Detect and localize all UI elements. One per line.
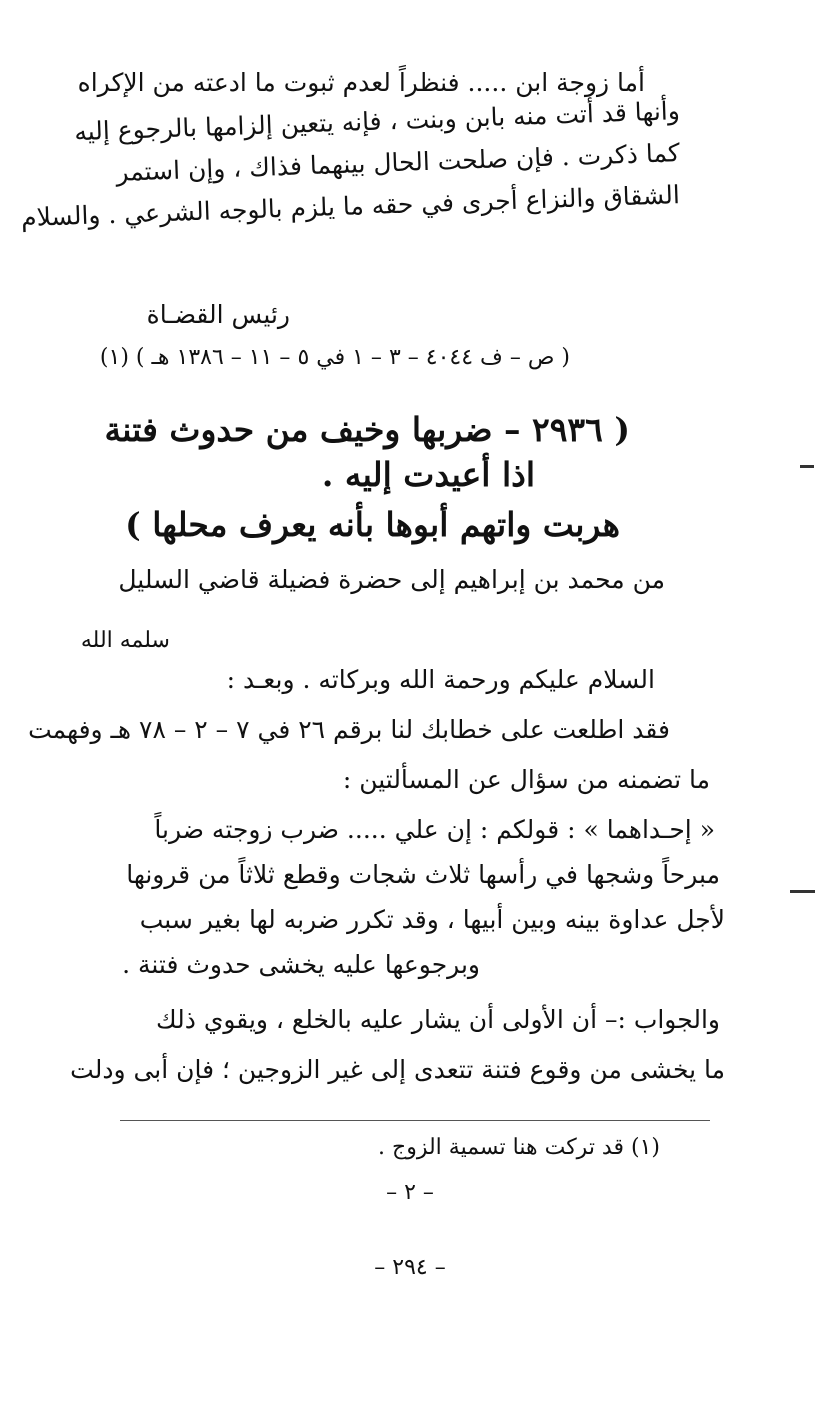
body-line: وبرجوعها عليه يخشى حدوث فتنة . (122, 950, 480, 979)
section-heading: ( ٢٩٣٦ – ضربها وخيف من حدوث فتنة (104, 410, 630, 449)
sub-page-mark: – ٢ – (386, 1180, 434, 1205)
salutation-note: سلمه الله (80, 628, 170, 653)
signature: رئيس القضـاة (146, 300, 290, 329)
section-heading: اذا أعيدت إليه . (321, 455, 535, 494)
text-line: وأنها قد أتت منه بابن وبنت ، فإنه يتعين إلزامها بالرجوع إليه (73, 96, 681, 147)
body-line: « إحـداهما » : قولكم : إن علي ..... ضرب زوجته ضرباً (154, 815, 715, 844)
page-number: – ٢٩٤ – (374, 1255, 446, 1280)
body-line: ما يخشى من وقوع فتنة تتعدى إلى غير الزوجين ؛ فإن أبى ودلت (70, 1055, 725, 1084)
text-line: أما زوجة ابن ..... فنظراً لعدم ثبوت ما ادعته من الإكراه (77, 68, 645, 97)
body-line: لأجل عداوة بينه وبين أبيها ، وقد تكرر ضربه لها بغير سبب (139, 905, 725, 934)
body-line: فقد اطلعت على خطابك لنا برقم ٢٦ في ٧ – ٢ – ٧٨ هـ وفهمت (28, 715, 670, 744)
reference-line: ( ص – ف ٤٠٤٤ – ٣ – ١ في ٥ – ١١ – ١٣٨٦ هـ ) (١) (99, 345, 570, 370)
body-line: ما تضمنه من سؤال عن المسألتين : (342, 765, 710, 794)
text-line: الشقاق والنزاع أجرى في حقه ما يلزم بالوجه الشرعي . والسلام (20, 180, 681, 233)
body-line: والجواب :– أن الأولى أن يشار عليه بالخلع ، ويقوي ذلك (156, 1005, 720, 1034)
greeting: السلام عليكم ورحمة الله وبركاته . وبعـد : (226, 665, 655, 694)
from-line: من محمد بن إبراهيم إلى حضرة فضيلة قاضي السليل (118, 565, 665, 594)
section-heading: هربت واتهم أبوها بأنه يعرف محلها ) (125, 505, 620, 544)
footnote: (١) قد تركت هنا تسمية الزوج . (378, 1135, 660, 1160)
scan-mark (790, 890, 815, 893)
body-line: مبرحاً وشجها في رأسها ثلاث شجات وقطع ثلاثاً من قرونها (126, 860, 720, 889)
scan-mark (800, 465, 814, 468)
text-line: كما ذكرت . فإن صلحت الحال بينهما فذاك ، وإن استمر (115, 138, 681, 187)
footnote-divider (120, 1120, 710, 1121)
